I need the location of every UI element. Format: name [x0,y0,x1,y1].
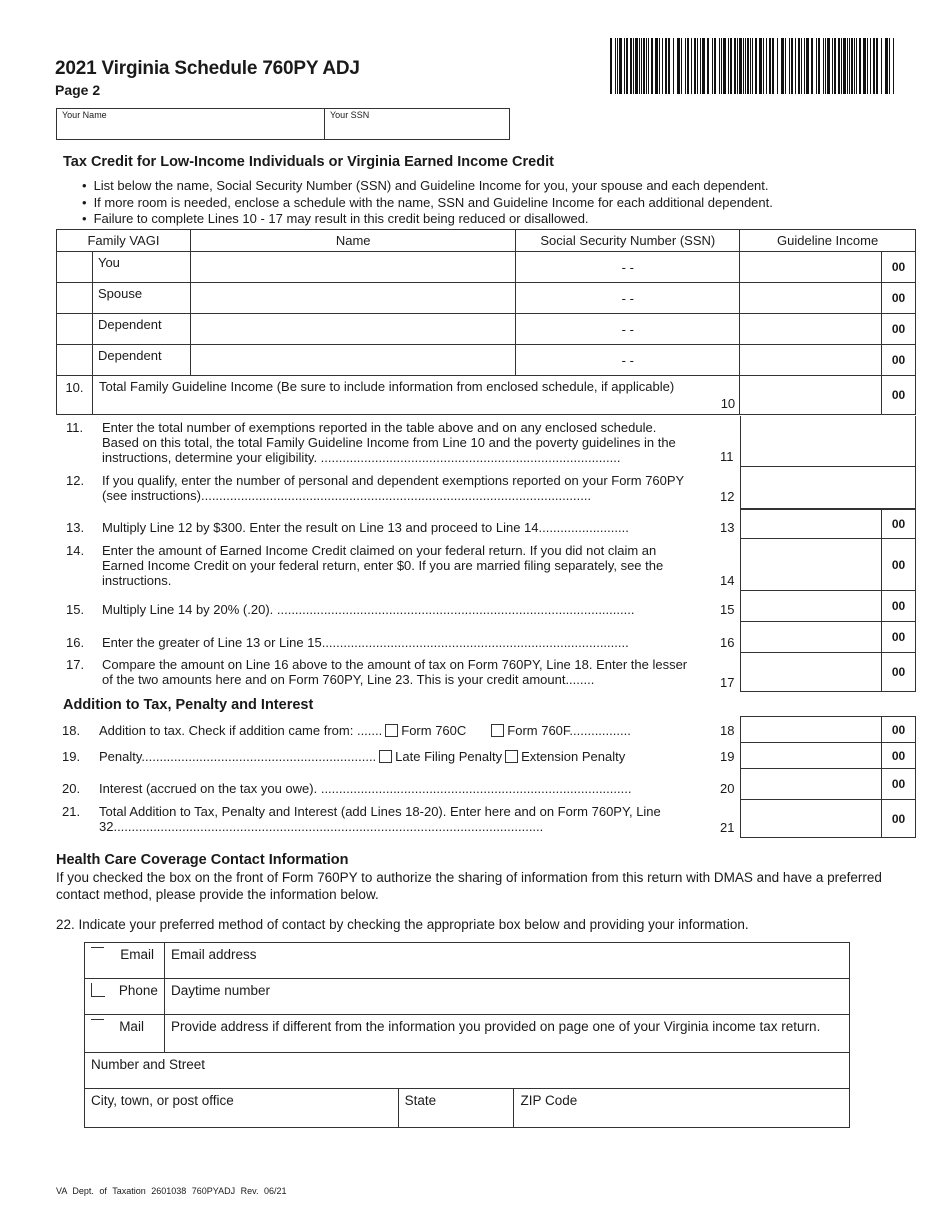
name-cell[interactable] [190,283,516,314]
line-number: 14. [66,543,85,558]
line-ref: 11 [720,449,734,464]
line-number: 20. [62,781,81,796]
income-cell[interactable] [740,252,882,283]
vagi-check-cell[interactable] [57,345,93,376]
line-number: 10. [57,376,93,415]
line-text: Penalty................................................................. [99,749,377,764]
line-ref: 18 [720,723,735,738]
cents-cell: 00 [881,743,915,768]
cents-cell: 00 [881,539,915,590]
option-label: Mail [119,1019,144,1034]
ssn-cell[interactable]: - - [516,314,740,345]
line-19-text [99,749,699,764]
email-checkbox[interactable] [91,947,104,949]
name-cell[interactable] [190,345,516,376]
form-760f-checkbox[interactable] [491,724,504,737]
col-ssn: Social Security Number (SSN) [516,230,740,252]
ssn-cell[interactable]: - - [516,283,740,314]
line-18-input[interactable] [740,716,916,743]
income-cell[interactable] [740,283,882,314]
contact-row-city [85,1089,850,1128]
checkbox-label: Extension Penalty [521,749,626,764]
your-name-label: Your Name [62,110,107,120]
vagi-check-cell[interactable] [57,314,93,345]
line-17-input[interactable] [740,653,916,692]
line-text: Total Family Guideline Income (Be sure to include information from enclosed schedule, if applicable) [98,379,675,394]
extension-penalty-checkbox[interactable] [505,750,518,763]
bullet-item: • List below the name, Social Security Number (SSN) and Guideline Income for you, your spouse and each dependent. [82,178,773,195]
contact-row-phone [85,979,850,1015]
income-cell[interactable] [740,345,882,376]
family-income-table [56,229,916,415]
name-cell[interactable] [190,252,516,283]
line-15-input[interactable] [740,591,916,622]
row-label: Dependent [92,345,190,376]
bullet-item: • Failure to complete Lines 10 - 17 may result in this credit being reduced or disallowed. [82,211,773,228]
line-number: 19. [62,749,81,764]
email-option[interactable] [85,943,165,979]
phone-field[interactable]: Daytime number [164,979,849,1015]
line-13-input[interactable] [740,509,916,539]
cents-cell: 00 [882,376,916,415]
health-intro: If you checked the box on the front of Form 760PY to authorize the sharing of information from this return with DMAS and have a preferred contact method, please provide the information below. [56,870,882,902]
line-10-text-cell [92,376,739,415]
line-text: Interest (accrued on the tax you owe). ...................................................................................... [99,781,632,796]
line-number: 15. [66,602,85,617]
line-10-row [57,376,916,415]
cents-cell: 00 [882,283,916,314]
street-field[interactable]: Number and Street [85,1053,850,1089]
line-21-input[interactable] [740,800,916,838]
line-text: Compare the amount on Line 16 above to the amount of tax on Form 760PY, Line 18. Enter the lesser of the two amounts here and on Form 760PY, Line 23. This is your credit amount........ [102,657,688,687]
vagi-check-cell[interactable] [57,252,93,283]
line-20-input[interactable] [740,769,916,800]
name-ssn-box [56,108,510,140]
row-label: Spouse [92,283,190,314]
income-cell[interactable] [740,314,882,345]
option-label: Phone [118,983,158,998]
ssn-cell[interactable]: - - [516,252,740,283]
line-ref: 12 [720,489,735,504]
page-title: 2021 Virginia Schedule 760PY ADJ [55,58,360,79]
line-12-input[interactable] [740,467,916,509]
health-heading: Health Care Coverage Contact Information [56,852,349,868]
mail-checkbox[interactable] [91,1019,104,1021]
line-ref: 19 [720,749,735,764]
cents-cell: 00 [881,653,915,691]
line-ref: 20 [720,781,735,796]
contact-row-street [85,1053,850,1089]
table-row [57,252,916,283]
mail-option[interactable] [85,1015,165,1053]
vagi-check-cell[interactable] [57,283,93,314]
contact-method-table [84,942,850,1128]
credit-bullets [82,178,773,228]
table-row [57,283,916,314]
cents-cell: 00 [881,591,915,621]
line-number: 21. [62,804,81,819]
checkbox-label: Late Filing Penalty [395,749,503,764]
line-ref: 15 [720,602,735,617]
your-name-field[interactable] [57,109,325,139]
cents-cell: 00 [881,800,915,837]
row-label: Dependent [92,314,190,345]
line-text: Enter the total number of exemptions reported in the table above and on any enclosed schedule. Based on this total, the total Family Guideline Income from Line 10 and the poverty guidelines in the instructions, determine your eligibility. ................................................................................... [102,420,676,465]
phone-option[interactable] [85,979,165,1015]
addition-heading: Addition to Tax, Penalty and Interest [63,697,314,713]
line-ref: 21 [720,820,735,835]
line-number: 16. [66,635,85,650]
line-text: Enter the amount of Earned Income Credit claimed on your federal return. If you did not claim an Earned Income Credit on your federal return, enter $0. If you are married filing separately, see the instructions. [102,543,664,588]
mail-field[interactable]: Provide address if different from the information you provided on page one of your Virginia income tax return. [164,1015,849,1053]
cents-cell: 00 [882,345,916,376]
line-22-text: 22. Indicate your preferred method of contact by checking the appropriate box below and providing your information. [56,917,749,932]
line-14-input[interactable] [740,539,916,591]
col-family-vagi: Family VAGI [57,230,191,252]
checkbox-label: Form 760F................. [507,723,631,738]
name-cell[interactable] [190,314,516,345]
row-label: You [92,252,190,283]
line-number: 11. [66,420,84,435]
col-name: Name [190,230,516,252]
bullet-item: • If more room is needed, enclose a schedule with the name, SSN and Guideline Income for each additional dependent. [82,195,773,212]
form-760c-checkbox[interactable] [385,724,398,737]
email-field[interactable]: Email address [164,943,849,979]
line-text: Enter the greater of Line 13 or Line 15..................................................................................... [102,635,629,650]
line-ref: 17 [720,675,735,690]
line-ref: 16 [720,635,735,650]
cents-cell: 00 [881,622,915,652]
table-header-row [57,230,916,252]
line-16-input[interactable] [740,622,916,653]
line-number: 18. [62,723,81,738]
line-text: Addition to tax. Check if addition came from: ....... [99,723,383,738]
line-19-input[interactable] [740,743,916,769]
line-10-amount[interactable] [740,376,882,415]
line-number: 12. [66,473,85,488]
line-number: 13. [66,520,85,535]
contact-row-mail [85,1015,850,1053]
your-ssn-label: Your SSN [330,110,370,120]
checkbox-label: Form 760C [401,723,467,738]
table-row [57,314,916,345]
credit-heading: Tax Credit for Low-Income Individuals or Virginia Earned Income Credit [63,154,554,170]
cents-cell: 00 [881,769,915,799]
line-18-text [99,723,699,738]
line-number: 17. [66,657,85,672]
line-ref: 13 [720,520,735,535]
city-field[interactable]: City, town, or post office [85,1089,399,1128]
cents-cell: 00 [882,252,916,283]
line-11-input[interactable] [740,416,916,467]
contact-row-email [85,943,850,979]
late-filing-checkbox[interactable] [379,750,392,763]
line-ref: 10 [720,396,736,411]
option-label: Email [120,947,154,962]
phone-checkbox[interactable] [91,983,105,997]
your-ssn-field[interactable] [325,109,509,139]
line-text: Total Addition to Tax, Penalty and Interest (add Lines 18-20). Enter here and on Form 760PY, Line 32....................................................................................................................... [99,804,661,834]
state-field[interactable]: State [398,1089,514,1128]
barcode-icon [610,38,894,94]
cents-cell: 00 [882,314,916,345]
page-number: Page 2 [55,82,101,98]
col-guideline-income: Guideline Income [740,230,916,252]
cents-cell: 00 [881,717,915,742]
table-row [57,345,916,376]
line-ref: 14 [720,573,735,588]
ssn-cell[interactable]: - - [516,345,740,376]
line-text: Multiply Line 12 by $300. Enter the result on Line 13 and proceed to Line 14......................... [102,520,629,535]
cents-cell: 00 [881,510,915,538]
zip-field[interactable]: ZIP Code [514,1089,850,1128]
line-text: If you qualify, enter the number of personal and dependent exemptions reported on your Form 760PY (see instructions)............................................................................................................ [102,473,684,503]
footer: VA Dept. of Taxation 2601038 760PYADJ Rev. 06/21 [56,1186,287,1196]
line-text: Multiply Line 14 by 20% (.20). ................................................................................................... [102,602,635,617]
